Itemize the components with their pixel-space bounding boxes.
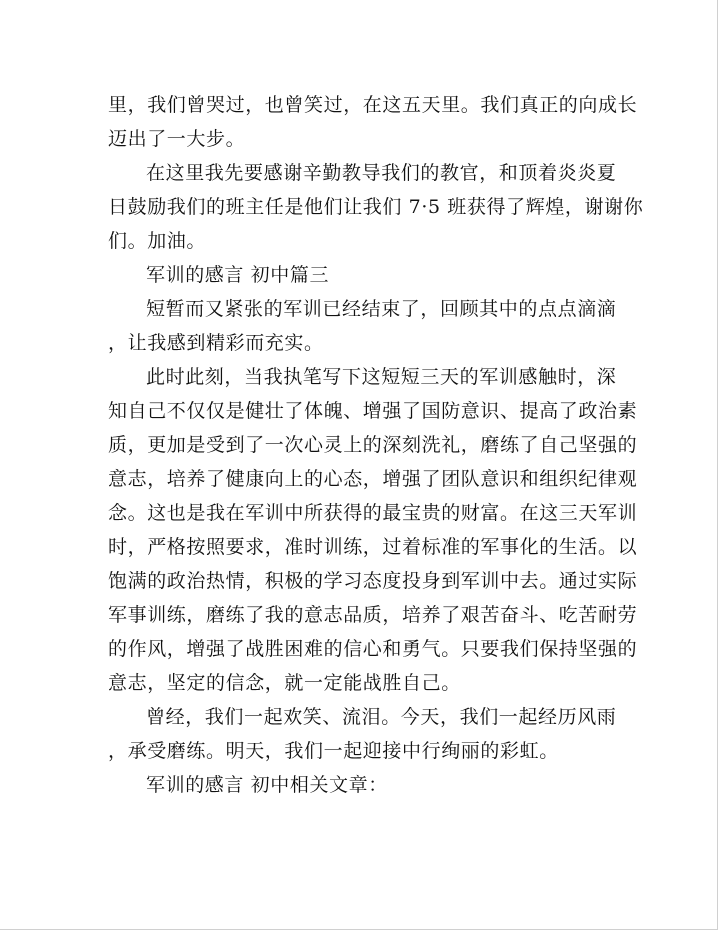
text-line: 饱满的政治热情，积极的学习态度投身到军训中去。通过实际: [108, 570, 638, 592]
text-line: 日鼓励我们的班主任是他们让我们 7·5 班获得了辉煌，谢谢你: [108, 196, 644, 218]
text-line: 迈出了一大步。: [108, 128, 246, 150]
text-line: 念。这也是我在军训中所获得的最宝贵的财富。在这三天军训: [108, 502, 638, 524]
text-line: 们。加油。: [108, 230, 207, 252]
text-line: 意志，培养了健康向上的心态，增强了团队意识和组织纪律观: [108, 468, 638, 490]
text-line: ，承受磨练。明天，我们一起迎接中行绚丽的彩虹。: [108, 740, 559, 762]
text-line: 质，更加是受到了一次心灵上的深刻洗礼，磨练了自己坚强的: [108, 434, 638, 456]
paragraph-start-line: 曾经，我们一起欢笑、流泪。今天，我们一起经历风雨: [146, 706, 617, 728]
text-line: ，让我感到精彩而充实。: [108, 332, 324, 354]
text-line: 里，我们曾哭过，也曾笑过，在这五天里。我们真正的向成长: [108, 94, 638, 116]
section-heading: 军训的感言 初中相关文章：: [146, 774, 388, 796]
text-line: 的作风，增强了战胜困难的信心和勇气。只要我们保持坚强的: [108, 638, 638, 660]
text-line: 军事训练，磨练了我的意志品质，培养了艰苦奋斗、吃苦耐劳: [108, 604, 638, 626]
document-body: [108, 88, 644, 802]
text-line: 知自己不仅仅是健壮了体魄、增强了国防意识、提高了政治素: [108, 400, 638, 422]
paragraph-start-line: 短暂而又紧张的军训已经结束了，回顾其中的点点滴滴: [146, 298, 617, 320]
text-line: 意志，坚定的信念，就一定能战胜自己。: [108, 672, 461, 694]
section-heading: 军训的感言 初中篇三: [146, 264, 330, 286]
paragraph-start-line: 此时此刻，当我执笔写下这短短三天的军训感触时，深: [146, 366, 617, 388]
text-line: 时，严格按照要求，准时训练，过着标准的军事化的生活。以: [108, 536, 638, 558]
paragraph-start-line: 在这里我先要感谢辛勤教导我们的教官，和顶着炎炎夏: [146, 162, 617, 184]
